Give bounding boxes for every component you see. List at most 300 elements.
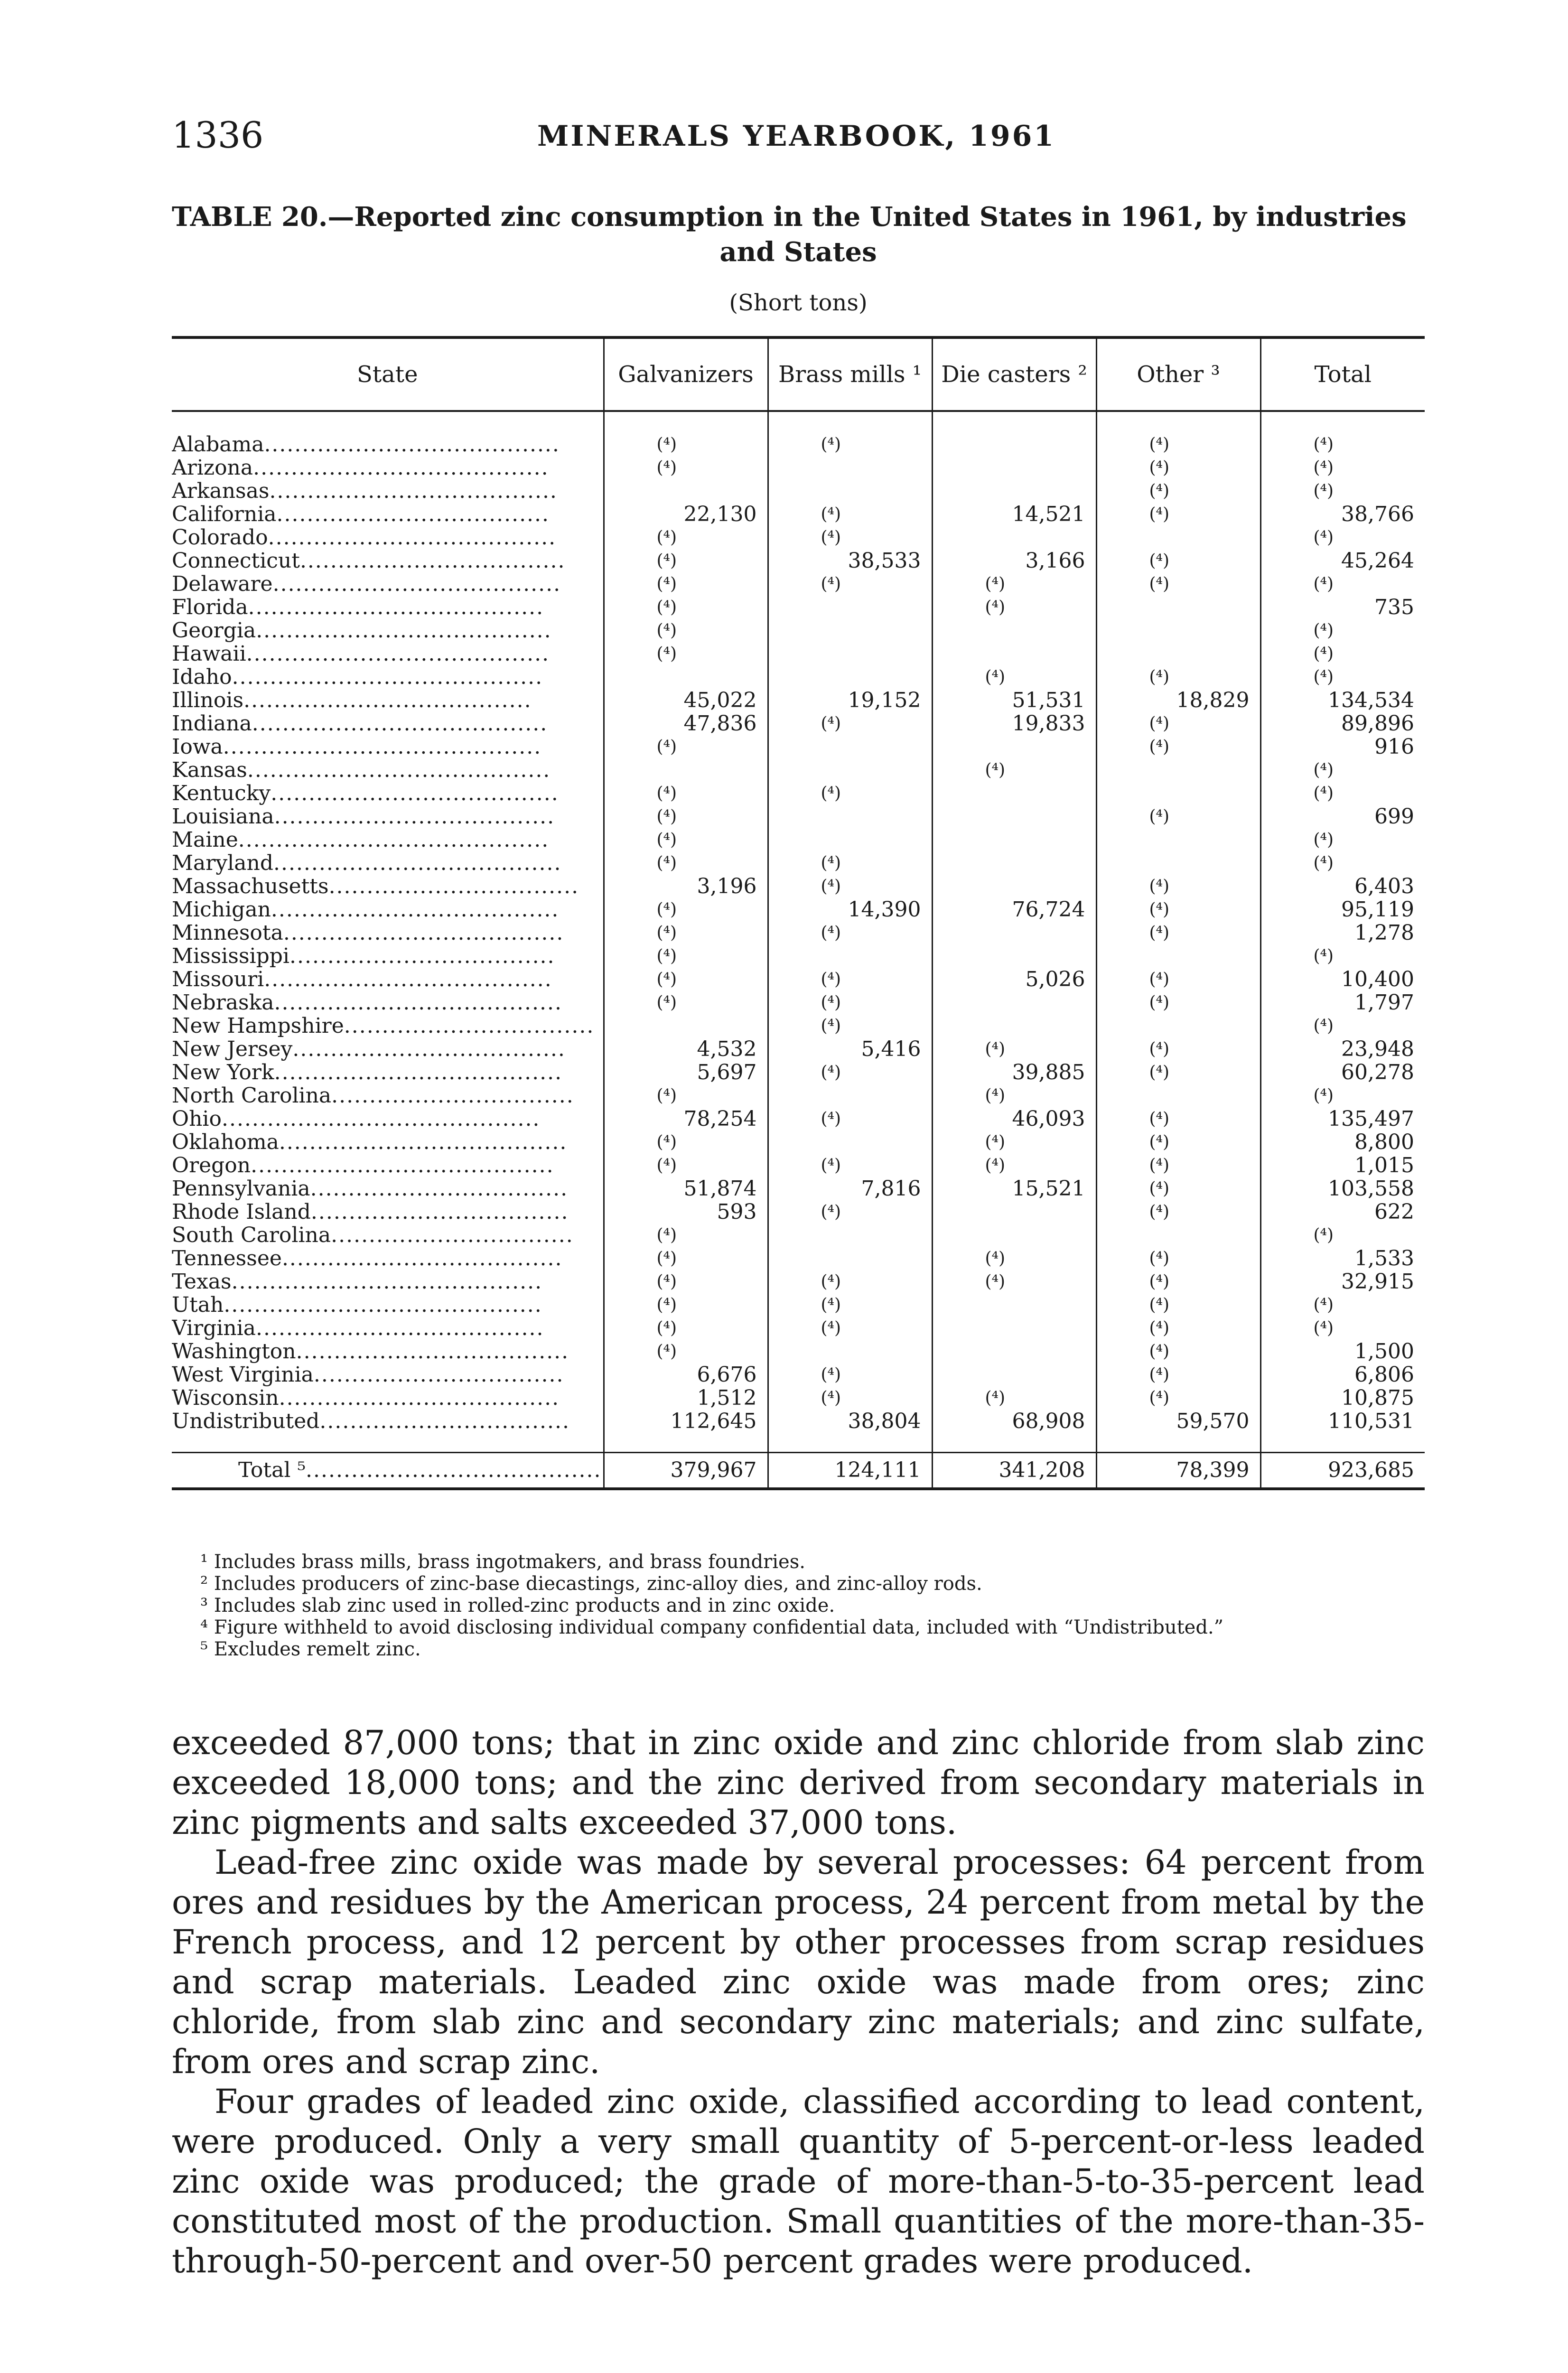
table-row: [172, 456, 1425, 479]
galvanizers-cell: 51,874: [604, 1177, 768, 1200]
brass-mills-cell: [768, 1247, 932, 1270]
total-cell: 622: [1260, 1200, 1425, 1224]
state-cell: Oklahoma......................................: [172, 1130, 568, 1154]
table-row: [172, 1293, 1425, 1317]
galvanizers-cell: 6,676: [604, 1363, 768, 1386]
galvanizers-cell: (⁴): [604, 898, 768, 921]
galvanizers-cell: 47,836: [604, 712, 768, 735]
table-caption-line1: TABLE 20.—Reported zinc consumption in the United States in 1961, by industries: [172, 201, 1407, 233]
table-row: [172, 1037, 1425, 1061]
total-cell: 134,534: [1260, 689, 1425, 712]
state-header: State: [172, 337, 604, 411]
state-cell: Delaware......................................: [172, 572, 561, 596]
die-casters-cell: (⁴): [932, 1154, 1096, 1177]
other-cell: (⁴): [1096, 712, 1260, 735]
state-cell: Pennsylvania..................................: [172, 1177, 569, 1200]
brass-mills-cell: [768, 944, 932, 968]
die-casters-header: Die casters ²: [932, 337, 1096, 411]
galvanizers-cell: (⁴): [604, 805, 768, 828]
other-cell: (⁴): [1096, 991, 1260, 1014]
total-cell: 8,800: [1260, 1130, 1425, 1154]
other-cell: (⁴): [1096, 503, 1260, 526]
die-casters-cell: [932, 1293, 1096, 1317]
total-cell: 916: [1260, 735, 1425, 758]
die-casters-cell: 51,531: [932, 689, 1096, 712]
table-body: [172, 433, 1425, 1489]
state-label: Maryland: [172, 851, 273, 875]
state-label: Illinois: [172, 689, 244, 712]
total-cell: (⁴): [1260, 1084, 1425, 1107]
state-label: Massachusetts: [172, 875, 329, 898]
total-cell: 10,875: [1260, 1386, 1425, 1410]
state-label: Florida: [172, 596, 248, 619]
state-label: Utah: [172, 1293, 224, 1317]
other-cell: (⁴): [1096, 1317, 1260, 1340]
die-casters-cell: [932, 1014, 1096, 1037]
state-cell: Indiana.......................................: [172, 712, 548, 735]
state-label: Connecticut: [172, 549, 300, 572]
total-cell: (⁴): [1260, 1317, 1425, 1340]
other-cell: (⁴): [1096, 898, 1260, 921]
other-cell: [1096, 851, 1260, 875]
state-label: Virginia: [172, 1317, 256, 1340]
state-cell: Utah..........................................: [172, 1293, 542, 1317]
state-label: Iowa: [172, 735, 223, 758]
table-row: [172, 596, 1425, 619]
state-label: Alabama: [172, 433, 264, 456]
state-label: Ohio: [172, 1107, 222, 1130]
galvanizers-cell: [604, 665, 768, 689]
brass-mills-cell: [768, 1130, 932, 1154]
total-cell: 103,558: [1260, 1177, 1425, 1200]
galvanizers-cell: (⁴): [604, 1224, 768, 1247]
state-cell: Florida.......................................: [172, 596, 544, 619]
galvanizers-cell: (⁴): [604, 572, 768, 596]
table-row: [172, 642, 1425, 665]
state-cell: Oregon........................................: [172, 1154, 554, 1177]
other-cell: [1096, 828, 1260, 851]
state-label: Undistributed: [172, 1410, 320, 1433]
other-cell: (⁴): [1096, 921, 1260, 944]
other-cell: (⁴): [1096, 1200, 1260, 1224]
body-paragraph-3: Four grades of leaded zinc oxide, classified according to lead content, were produced. Only a very small quantity of 5-percent-or-less leaded zinc oxide was produced; the grade of more-than-5-to-35-percent lead constituted most of the production. Small quantities of the more-than-35-through-50-percent and over-50 percent grades were produced.: [172, 2082, 1425, 2280]
brass-mills-cell: (⁴): [768, 782, 932, 805]
table-row: [172, 944, 1425, 968]
state-cell: Hawaii........................................: [172, 642, 550, 665]
other-cell: (⁴): [1096, 1037, 1260, 1061]
total-cell: (⁴): [1260, 456, 1425, 479]
table-row: [172, 433, 1425, 456]
table-row: [172, 1130, 1425, 1154]
galvanizers-cell: (⁴): [604, 782, 768, 805]
table-row: [172, 1386, 1425, 1410]
table-row: [172, 1014, 1425, 1037]
die-casters-cell: (⁴): [932, 1130, 1096, 1154]
total-cell: (⁴): [1260, 642, 1425, 665]
table-row: [172, 1340, 1425, 1363]
galvanizers-cell: 112,645: [604, 1410, 768, 1433]
die-casters-cell: (⁴): [932, 572, 1096, 596]
state-cell: Mississippi...................................: [172, 944, 555, 968]
other-cell: [1096, 619, 1260, 642]
die-casters-cell: [932, 1340, 1096, 1363]
state-cell: Kentucky......................................: [172, 782, 559, 805]
die-casters-cell: (⁴): [932, 596, 1096, 619]
die-casters-cell: 46,093: [932, 1107, 1096, 1130]
die-casters-cell: [932, 805, 1096, 828]
table-row: [172, 851, 1425, 875]
total-cell: 6,806: [1260, 1363, 1425, 1386]
state-label: Mississippi: [172, 944, 289, 968]
body-paragraph-2: Lead-free zinc oxide was made by several processes: 64 percent from ores and residues by the American process, 24 percent from metal by the French process, and 12 percent by other processes from scrap residues and scrap materials. Leaded zinc oxide was made from ores; zinc chloride, from slab zinc and secondary zinc materials; and zinc sulfate, from ores and scrap zinc.: [172, 1843, 1425, 2081]
state-label: Rhode Island: [172, 1200, 311, 1224]
state-cell: Rhode Island..................................: [172, 1200, 569, 1224]
brass-mills-cell: (⁴): [768, 1061, 932, 1084]
galvanizers-cell: 45,022: [604, 689, 768, 712]
table-row: [172, 665, 1425, 689]
die-casters-cell: [932, 851, 1096, 875]
body-paragraph-1: exceeded 87,000 tons; that in zinc oxide and zinc chloride from slab zinc exceeded 18,000 tons; and the zinc derived from secondary materials in zinc pigments and salts exceeded 37,000 tons.: [172, 1723, 1425, 1842]
brass-mills-cell: (⁴): [768, 712, 932, 735]
other-cell: 18,829: [1096, 689, 1260, 712]
brass-mills-cell: [768, 596, 932, 619]
zinc-consumption-table: [172, 336, 1425, 1490]
table-row: [172, 1200, 1425, 1224]
brass-mills-cell: (⁴): [768, 968, 932, 991]
brass-mills-cell: [768, 456, 932, 479]
brass-mills-cell: (⁴): [768, 1293, 932, 1317]
other-cell: (⁴): [1096, 479, 1260, 503]
state-cell: Wisconsin.....................................: [172, 1386, 560, 1410]
state-label: Tennessee: [172, 1247, 282, 1270]
table-caption: [172, 199, 1425, 270]
table-row: [172, 549, 1425, 572]
total-cell: 1,797: [1260, 991, 1425, 1014]
page-header: [172, 114, 1425, 166]
die-casters-cell: (⁴): [932, 1247, 1096, 1270]
total-cell: 23,948: [1260, 1037, 1425, 1061]
die-casters-cell: 14,521: [932, 503, 1096, 526]
total-cell: (⁴): [1260, 1293, 1425, 1317]
total-cell: 135,497: [1260, 1107, 1425, 1130]
table-row: [172, 1107, 1425, 1130]
other-cell: (⁴): [1096, 665, 1260, 689]
state-cell: New Jersey....................................: [172, 1037, 566, 1061]
brass-mills-cell: 38,804: [768, 1410, 932, 1433]
state-label: Nebraska: [172, 991, 274, 1014]
brass-mills-cell: (⁴): [768, 1107, 932, 1130]
state-label: New York: [172, 1061, 274, 1084]
other-cell: (⁴): [1096, 968, 1260, 991]
state-cell: Kansas........................................: [172, 758, 551, 782]
galvanizers-cell: (⁴): [604, 851, 768, 875]
table-row: [172, 805, 1425, 828]
other-cell: (⁴): [1096, 433, 1260, 456]
total-cell: (⁴): [1260, 828, 1425, 851]
total-cell: 45,264: [1260, 549, 1425, 572]
other-cell: (⁴): [1096, 549, 1260, 572]
state-label: Pennsylvania: [172, 1177, 310, 1200]
galvanizers-cell: (⁴): [604, 433, 768, 456]
die-casters-cell: (⁴): [932, 1084, 1096, 1107]
other-cell: (⁴): [1096, 456, 1260, 479]
brass-mills-cell: (⁴): [768, 1363, 932, 1386]
state-cell: Virginia......................................: [172, 1317, 544, 1340]
state-label: Arkansas: [172, 479, 270, 503]
state-label: Wisconsin: [172, 1386, 279, 1410]
die-casters-cell: [932, 642, 1096, 665]
die-casters-cell: 341,208: [932, 1453, 1096, 1489]
brass-mills-cell: [768, 758, 932, 782]
brass-mills-cell: [768, 479, 932, 503]
table-row: [172, 1061, 1425, 1084]
total-cell: (⁴): [1260, 851, 1425, 875]
die-casters-cell: [932, 456, 1096, 479]
galvanizers-cell: [604, 479, 768, 503]
state-cell: Total ⁵.......................................: [172, 1453, 604, 1489]
table-row: [172, 1363, 1425, 1386]
galvanizers-cell: 78,254: [604, 1107, 768, 1130]
table-row: [172, 1224, 1425, 1247]
die-casters-cell: 5,026: [932, 968, 1096, 991]
total-cell: 1,278: [1260, 921, 1425, 944]
die-casters-cell: [932, 1363, 1096, 1386]
die-casters-cell: [932, 875, 1096, 898]
state-label: Hawaii: [172, 642, 246, 665]
other-cell: (⁴): [1096, 1130, 1260, 1154]
other-cell: (⁴): [1096, 1363, 1260, 1386]
other-cell: (⁴): [1096, 1177, 1260, 1200]
galvanizers-cell: (⁴): [604, 1293, 768, 1317]
die-casters-cell: (⁴): [932, 1386, 1096, 1410]
die-casters-cell: 3,166: [932, 549, 1096, 572]
footnote-4: ⁴ Figure withheld to avoid disclosing individual company confidential data, included with “Undistributed.”: [200, 1616, 1224, 1638]
state-label: South Carolina: [172, 1224, 331, 1247]
footnotes: [172, 1551, 1425, 1660]
brass-mills-cell: [768, 1224, 932, 1247]
total-cell: (⁴): [1260, 782, 1425, 805]
table-row: [172, 1410, 1425, 1433]
state-cell: Undistributed.................................: [172, 1410, 570, 1433]
total-cell: 1,500: [1260, 1340, 1425, 1363]
galvanizers-cell: (⁴): [604, 1270, 768, 1293]
brass-mills-cell: (⁴): [768, 572, 932, 596]
brass-mills-header: Brass mills ¹: [768, 337, 932, 411]
total-cell: 60,278: [1260, 1061, 1425, 1084]
galvanizers-cell: (⁴): [604, 642, 768, 665]
table-gap-row: [172, 1433, 1425, 1453]
table-row: [172, 921, 1425, 944]
total-cell: 699: [1260, 805, 1425, 828]
state-label: Minnesota: [172, 921, 283, 944]
total-cell: 89,896: [1260, 712, 1425, 735]
total-cell: (⁴): [1260, 665, 1425, 689]
table-row: [172, 572, 1425, 596]
other-cell: (⁴): [1096, 875, 1260, 898]
state-cell: Colorado......................................: [172, 526, 557, 549]
galvanizers-cell: 4,532: [604, 1037, 768, 1061]
brass-mills-cell: [768, 1340, 932, 1363]
other-cell: [1096, 758, 1260, 782]
state-cell: Missouri......................................: [172, 968, 552, 991]
die-casters-cell: [932, 828, 1096, 851]
body-text: [172, 1723, 1425, 2281]
state-cell: Michigan......................................: [172, 898, 560, 921]
brass-mills-cell: (⁴): [768, 503, 932, 526]
state-label: Louisiana: [172, 805, 274, 828]
total-header: Total: [1260, 337, 1425, 411]
other-header: Other ³: [1096, 337, 1260, 411]
state-label: Oregon: [172, 1154, 251, 1177]
brass-mills-cell: 5,416: [768, 1037, 932, 1061]
state-cell: Ohio..........................................: [172, 1107, 541, 1130]
brass-mills-cell: (⁴): [768, 1200, 932, 1224]
brass-mills-cell: 19,152: [768, 689, 932, 712]
galvanizers-cell: (⁴): [604, 828, 768, 851]
table-row: [172, 526, 1425, 549]
brass-mills-cell: 124,111: [768, 1453, 932, 1489]
state-label: Idaho: [172, 665, 232, 689]
total-cell: (⁴): [1260, 479, 1425, 503]
state-label: North Carolina: [172, 1084, 332, 1107]
galvanizers-cell: (⁴): [604, 1154, 768, 1177]
other-cell: [1096, 596, 1260, 619]
other-cell: (⁴): [1096, 1270, 1260, 1293]
brass-mills-cell: (⁴): [768, 1154, 932, 1177]
footnote-5: ⁵ Excludes remelt zinc.: [200, 1638, 421, 1660]
state-cell: West Virginia.................................: [172, 1363, 564, 1386]
other-cell: 59,570: [1096, 1410, 1260, 1433]
table-caption-line2: and States: [719, 236, 877, 268]
die-casters-cell: [932, 433, 1096, 456]
die-casters-cell: (⁴): [932, 758, 1096, 782]
total-cell: (⁴): [1260, 572, 1425, 596]
brass-mills-cell: 38,533: [768, 549, 932, 572]
galvanizers-cell: (⁴): [604, 526, 768, 549]
galvanizers-cell: (⁴): [604, 1317, 768, 1340]
running-title: MINERALS YEARBOOK, 1961: [537, 120, 1056, 153]
state-cell: Arizona.......................................: [172, 456, 549, 479]
table-row: [172, 758, 1425, 782]
page-number: 1336: [172, 114, 264, 156]
total-cell: (⁴): [1260, 433, 1425, 456]
other-cell: (⁴): [1096, 1154, 1260, 1177]
state-cell: South Carolina................................: [172, 1224, 574, 1247]
table-row: [172, 782, 1425, 805]
die-casters-cell: [932, 619, 1096, 642]
other-cell: (⁴): [1096, 1293, 1260, 1317]
galvanizers-cell: 5,697: [604, 1061, 768, 1084]
table-row: [172, 898, 1425, 921]
total-cell: 1,015: [1260, 1154, 1425, 1177]
state-label: Kansas: [172, 758, 247, 782]
table-row: [172, 991, 1425, 1014]
galvanizers-cell: (⁴): [604, 735, 768, 758]
die-casters-cell: 76,724: [932, 898, 1096, 921]
total-cell: 735: [1260, 596, 1425, 619]
state-cell: Washington....................................: [172, 1340, 569, 1363]
table-row: [172, 735, 1425, 758]
brass-mills-cell: (⁴): [768, 851, 932, 875]
galvanizers-cell: (⁴): [604, 619, 768, 642]
die-casters-cell: [932, 479, 1096, 503]
other-cell: [1096, 526, 1260, 549]
state-label: Delaware: [172, 572, 273, 596]
state-label: California: [172, 503, 277, 526]
galvanizers-cell: 3,196: [604, 875, 768, 898]
state-cell: Alabama.......................................: [172, 433, 560, 456]
galvanizers-cell: [604, 1014, 768, 1037]
other-cell: (⁴): [1096, 1386, 1260, 1410]
state-label: Texas: [172, 1270, 232, 1293]
other-cell: (⁴): [1096, 805, 1260, 828]
total-cell: 1,533: [1260, 1247, 1425, 1270]
other-cell: (⁴): [1096, 735, 1260, 758]
die-casters-cell: [932, 921, 1096, 944]
state-cell: Minnesota.....................................: [172, 921, 564, 944]
total-cell: (⁴): [1260, 526, 1425, 549]
table-unit: (Short tons): [729, 290, 868, 316]
galvanizers-cell: 1,512: [604, 1386, 768, 1410]
die-casters-cell: (⁴): [932, 665, 1096, 689]
table-row: [172, 1317, 1425, 1340]
other-cell: [1096, 1224, 1260, 1247]
galvanizers-cell: 593: [604, 1200, 768, 1224]
table-row: [172, 1084, 1425, 1107]
state-label: Michigan: [172, 898, 271, 921]
state-cell: Texas.........................................: [172, 1270, 543, 1293]
state-cell: California....................................: [172, 503, 550, 526]
other-cell: (⁴): [1096, 1061, 1260, 1084]
brass-mills-cell: (⁴): [768, 991, 932, 1014]
galvanizers-cell: (⁴): [604, 1130, 768, 1154]
table-header-row: [172, 337, 1425, 411]
other-cell: [1096, 1084, 1260, 1107]
state-cell: Massachusetts.................................: [172, 875, 579, 898]
brass-mills-cell: [768, 665, 932, 689]
die-casters-cell: [932, 1224, 1096, 1247]
other-cell: (⁴): [1096, 572, 1260, 596]
state-cell: Maine.........................................: [172, 828, 550, 851]
brass-mills-cell: (⁴): [768, 1014, 932, 1037]
brass-mills-cell: [768, 642, 932, 665]
table-row: [172, 968, 1425, 991]
brass-mills-cell: (⁴): [768, 875, 932, 898]
table-row: [172, 503, 1425, 526]
state-label: Washington: [172, 1340, 296, 1363]
total-cell: 6,403: [1260, 875, 1425, 898]
table-row: [172, 619, 1425, 642]
brass-mills-cell: 7,816: [768, 1177, 932, 1200]
galvanizers-cell: (⁴): [604, 1340, 768, 1363]
state-label: Indiana: [172, 712, 252, 735]
state-label: New Jersey: [172, 1037, 293, 1061]
state-cell: Georgia.......................................: [172, 619, 552, 642]
state-label: Missouri: [172, 968, 264, 991]
galvanizers-cell: (⁴): [604, 944, 768, 968]
table-row: [172, 875, 1425, 898]
state-label: Maine: [172, 828, 238, 851]
brass-mills-cell: (⁴): [768, 526, 932, 549]
galvanizers-cell: (⁴): [604, 549, 768, 572]
other-cell: 78,399: [1096, 1453, 1260, 1489]
total-cell: 110,531: [1260, 1410, 1425, 1433]
galvanizers-cell: (⁴): [604, 991, 768, 1014]
brass-mills-cell: (⁴): [768, 921, 932, 944]
other-cell: (⁴): [1096, 1340, 1260, 1363]
total-cell: 923,685: [1260, 1453, 1425, 1489]
die-casters-cell: 19,833: [932, 712, 1096, 735]
